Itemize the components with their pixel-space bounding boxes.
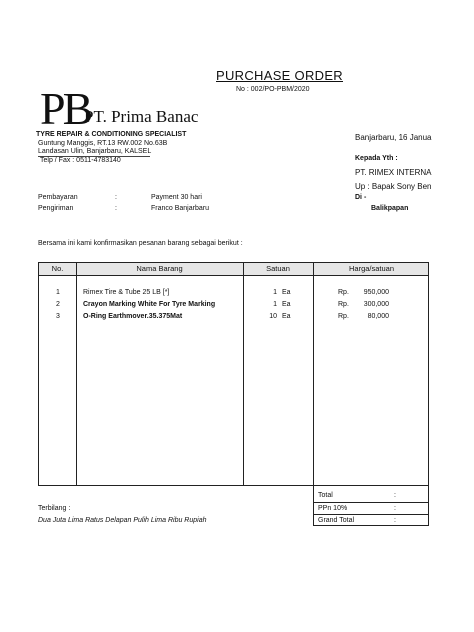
total-separator: : <box>394 492 396 499</box>
ppn-label: PPn 10% <box>318 505 348 512</box>
shipping-value: Franco Banjarbaru <box>151 205 209 212</box>
column-divider <box>313 263 314 485</box>
company-name: PT. Prima Banac <box>84 107 199 126</box>
shipping-separator: : <box>115 205 117 212</box>
recipient-city: Balikpapan <box>371 205 409 212</box>
recipient-company: PT. RIMEX INTERNA <box>355 168 432 177</box>
company-logo: PB <box>40 83 91 134</box>
column-divider <box>243 263 244 485</box>
shipping-label: Pengiriman <box>38 205 74 212</box>
row-no: 1 <box>56 289 60 296</box>
header-price: Harga/satuan <box>348 264 395 273</box>
row-currency: Rp. <box>338 301 349 308</box>
row-item-name: O-Ring Earthmover.35.375Mat <box>83 313 183 320</box>
column-divider <box>76 263 77 485</box>
company-address-line2: Landasan Ulin, Banjarbaru, KALSEL <box>38 148 152 155</box>
row-price: 80,000 <box>367 313 389 320</box>
row-qty: 10 <box>269 313 277 320</box>
row-unit: Ea <box>282 301 291 308</box>
company-phone: Telp / Fax : 0511-4783140 <box>40 157 121 164</box>
header-unit: Satuan <box>266 264 290 273</box>
recipient-di: Di - <box>355 194 367 201</box>
header-item-name: Nama Barang <box>136 264 183 273</box>
ppn-separator: : <box>394 505 396 512</box>
row-no: 2 <box>56 301 60 308</box>
document-title: PURCHASE ORDER <box>216 68 343 83</box>
terbilang-label: Terbilang : <box>38 505 71 512</box>
terbilang-text: Dua Juta Lima Ratus Delapan Pulih Lima Ribu Rupiah <box>38 517 207 524</box>
row-no: 3 <box>56 313 60 320</box>
row-price: 300,000 <box>363 301 389 308</box>
grand-total-separator: : <box>394 517 396 524</box>
company-tagline: TYRE REPAIR & CONDITIONING SPECIALIST <box>36 131 187 138</box>
recipient-attention: Up : Bapak Sony Ben <box>355 182 432 191</box>
items-table <box>38 262 429 486</box>
row-qty: 1 <box>273 289 277 296</box>
row-unit: Ea <box>282 313 291 320</box>
header-no: No. <box>51 264 64 273</box>
order-date: Banjarbaru, 16 Janua <box>355 133 432 142</box>
row-price: 950,000 <box>363 289 389 296</box>
company-address-line1: Guntung Manggis, RT.13 RW.002 No.63B <box>38 140 168 147</box>
row-qty: 1 <box>273 301 277 308</box>
total-label: Total <box>318 492 333 499</box>
row-currency: Rp. <box>338 289 349 296</box>
payment-separator: : <box>115 194 117 201</box>
recipient-label: Kepada Yth : <box>355 155 398 162</box>
totals-divider <box>313 502 429 503</box>
intro-text: Bersama ini kami konfirmasikan pesanan barang sebagai berikut : <box>38 240 243 247</box>
po-number: No : 002/PO-PBM/2020 <box>236 86 310 93</box>
payment-label: Pembayaran <box>38 194 78 201</box>
row-item-name: Crayon Marking White For Tyre Marking <box>83 301 216 308</box>
totals-divider <box>313 514 429 515</box>
row-item-name: Rimex Tire & Tube 25 LB [*] <box>83 289 170 296</box>
grand-total-label: Grand Total <box>318 517 355 524</box>
row-currency: Rp. <box>338 313 349 320</box>
row-unit: Ea <box>282 289 291 296</box>
payment-value: Payment 30 hari <box>151 194 202 201</box>
